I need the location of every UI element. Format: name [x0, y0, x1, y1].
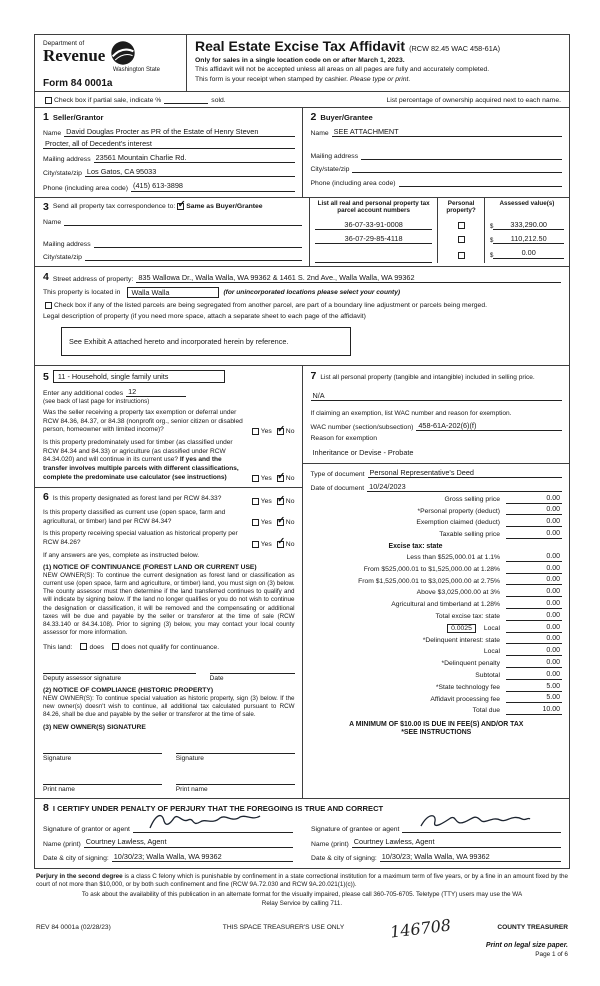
land-does-not-label: does not qualify for continuance.	[121, 643, 220, 651]
tax-label: From $1,525,000.01 to $3,025,000.00 at 2.75%	[358, 577, 500, 585]
timber-question-bold: If yes and the transfer involves multiple parcels with different classifications, complete the predominate use calculator (see instructions)	[43, 456, 239, 481]
parcel-personal-cell	[437, 216, 484, 230]
section-5-number: 5	[43, 371, 49, 384]
tax-label: Exemption claimed (deduct)	[416, 519, 500, 527]
current-use-no-checkbox[interactable]	[277, 514, 286, 526]
header-note-3-text: This form is your receipt when stamped by cashier.	[195, 75, 348, 83]
notice-compliance-title: (2) NOTICE OF COMPLIANCE (HISTORIC PROPERTY)	[43, 686, 214, 694]
parcel-personal-cell	[437, 230, 484, 244]
assessor-signature-cell	[43, 663, 196, 682]
county-treasurer-label: COUNTY TREASURER	[497, 923, 568, 931]
tax-row	[311, 694, 563, 703]
current-use-question: Is this property classified as current use (open space, farm and agricultural, or timber) land per RCW 84.34?	[43, 509, 226, 525]
historic-question: Is this property receiving special valuation as historical property per RCW 84.26?	[43, 530, 238, 547]
new-owner-signature-field-2[interactable]	[176, 743, 295, 754]
ownership-percentage-note: List percentage of ownership acquired next to each name.	[386, 97, 561, 104]
exemption-no-label: No	[285, 428, 295, 436]
personal-property-field[interactable]: N/A	[311, 391, 563, 401]
section-tax-computation	[303, 464, 570, 742]
buyer-phone-label: Phone (including area code)	[310, 179, 396, 187]
see-instructions-note: *SEE INSTRUCTIONS	[401, 729, 472, 737]
current-use-yes-label: Yes	[260, 519, 272, 527]
correspondence-intro: Send all property tax correspondence to:	[52, 203, 176, 211]
timber-yes-checkbox[interactable]	[252, 475, 259, 482]
assessor-signature-row	[43, 663, 295, 682]
see-back-note: (see back of last page for instructions)	[43, 398, 150, 406]
timber-yes-label: Yes	[260, 475, 272, 483]
seller-buyer-row	[35, 108, 569, 198]
new-owner-signature-field-1[interactable]	[43, 743, 162, 754]
excise-tier1-field[interactable]: 0.00	[506, 553, 562, 562]
grantor-print-name-label: Name (print)	[43, 840, 81, 848]
alternate-format-note: To ask about the availability of this publication in an alternate format for the visually impaired, please call 360-705-6705. Teletype (TTY) users may use the WA Relay Service by calling 711.	[81, 891, 523, 907]
seller-mailing-label: Mailing address	[43, 156, 91, 164]
historic-no-label: No	[285, 540, 295, 548]
new-owner-signature-row-1	[43, 743, 295, 762]
parcel-number-field-2[interactable]: 36-07-29-85-4118	[315, 234, 432, 244]
if-any-yes-note: If any answers are yes, complete as instructed below.	[43, 551, 200, 559]
total-excise-state-field[interactable]: 0.00	[506, 612, 562, 621]
section-use-code	[35, 366, 302, 488]
excise-tier4-field[interactable]: 0.00	[506, 588, 562, 597]
signature-label: Signature	[175, 755, 204, 763]
seller-name-field-line2[interactable]: Procter, all of Decedent's interest	[43, 139, 295, 149]
page-number: Page 1 of 6	[535, 950, 568, 958]
dor-seal-icon	[110, 40, 136, 66]
title-rcw-reference: (RCW 82.45 WAC 458-61A)	[409, 44, 501, 53]
assessed-value-field-3[interactable]: 0.00	[493, 248, 564, 258]
parcel-number-field-1[interactable]: 36-07-33-91-0008	[315, 220, 432, 230]
section-land-designation	[35, 488, 302, 798]
excise-tax-state-header: Excise tax: state	[388, 543, 443, 551]
tax-row	[311, 683, 563, 692]
header-note-3	[195, 75, 563, 85]
type-of-document-field[interactable]: Personal Representative's Deed	[368, 468, 562, 478]
legal-description-field[interactable]: See Exhibit A attached hereto and incorporated herein by reference.	[61, 327, 351, 356]
buyer-name-field[interactable]: SEE ATTACHMENT	[332, 127, 562, 137]
section-2-number: 2	[310, 111, 317, 123]
county-select[interactable]: Walla Walla	[127, 287, 219, 298]
assessor-date-cell	[210, 663, 295, 682]
grantor-signature-label: Signature of grantor or agent	[43, 826, 130, 834]
current-use-no-checkmark: ✓	[277, 514, 286, 526]
affidavit-processing-fee-field[interactable]: 5.00	[506, 694, 562, 703]
assessed-value-field-2[interactable]: 110,212.50	[493, 234, 564, 244]
minimum-due-note: A MINIMUM OF $10.00 IS DUE IN FEE(S) AND/OR TAX	[349, 721, 524, 729]
segregated-checkbox[interactable]	[45, 302, 52, 309]
grantee-date-city-label: Date & city of signing:	[311, 854, 377, 862]
taxable-selling-price-field[interactable]: 0.00	[506, 530, 562, 539]
timber-no-checkbox[interactable]	[277, 470, 286, 482]
buyer-mailing-label: Mailing address	[310, 152, 359, 160]
deputy-assessor-signature-field[interactable]	[43, 663, 196, 674]
local-rate-box[interactable]: 0.0025	[447, 624, 476, 633]
tax-row-local	[311, 624, 563, 633]
this-land-label: This land:	[43, 643, 73, 651]
tax-label: Affidavit processing fee	[430, 695, 500, 703]
partial-sale-row	[35, 92, 569, 108]
tax-row	[311, 612, 563, 621]
tax-label: From $525,000.01 to $1,525,000.00 at 1.28%	[363, 565, 500, 573]
grantor-print-name-field[interactable]: Courtney Lawless, Agent	[84, 837, 293, 847]
tax-row	[311, 659, 563, 668]
revenue-branding	[35, 35, 187, 91]
tax-label: Subtotal	[475, 672, 500, 680]
land-does-checkbox[interactable]	[80, 643, 87, 650]
historic-question-row	[43, 530, 295, 547]
current-use-yes-checkbox[interactable]	[252, 519, 259, 526]
tax-row	[311, 588, 563, 597]
tax-row	[311, 635, 563, 644]
additional-codes-label: Enter any additional codes	[43, 390, 124, 398]
currency-symbol: $	[489, 237, 494, 245]
header-note-3-italic: Please type or print.	[349, 75, 411, 83]
correspondence-city-label: City/state/zip	[43, 254, 82, 262]
section-correspondence	[35, 198, 309, 267]
personal-property-deduct-field[interactable]: 0.00	[506, 506, 562, 515]
seller-mailing-field[interactable]: 23561 Mountain Charlie Rd.	[94, 153, 295, 163]
parcel-personal-checkbox-2[interactable]	[458, 236, 465, 243]
currency-symbol: $	[489, 223, 494, 231]
seller-city-label: City/state/zip	[43, 170, 82, 178]
partial-sale-checkbox[interactable]	[45, 97, 52, 104]
correspondence-name-label: Name	[43, 219, 62, 227]
land-use-code-field[interactable]: 11 - Household, single family units	[53, 370, 225, 383]
section-8-number: 8	[43, 802, 49, 815]
tax-label: *State technology fee	[435, 683, 500, 691]
new-owner-print-name-row	[43, 774, 295, 793]
tax-row	[311, 565, 563, 574]
print-legal-size-note: Print on legal size paper.	[485, 941, 568, 949]
grantor-signature-field[interactable]	[133, 820, 293, 833]
grantee-signature-label: Signature of grantee or agent	[311, 826, 400, 834]
additional-codes-field[interactable]: 12	[126, 387, 186, 397]
correspondence-name-field[interactable]	[64, 217, 302, 227]
header-note-2: This affidavit will not be accepted unless all areas on all pages are fully and accurately completed.	[195, 66, 490, 74]
assessor-date-label: Date	[209, 674, 224, 682]
tax-label: Taxable selling price	[439, 531, 500, 539]
grantor-date-city-field[interactable]: 10/30/23; Walla Walla, WA 99362	[112, 852, 293, 862]
treasurer-row	[36, 915, 568, 942]
grantee-signature	[415, 810, 534, 834]
tax-label: Agricultural and timberland at 1.28%	[391, 601, 500, 609]
form-number: Form 84 0001a	[43, 78, 113, 89]
local-excise-field[interactable]: 0.00	[506, 624, 562, 633]
exemption-no-checkbox[interactable]	[277, 423, 286, 435]
right-column	[302, 366, 570, 798]
assessor-date-field[interactable]	[210, 663, 295, 674]
excise-tier2-field[interactable]: 0.00	[506, 565, 562, 574]
personal-property-intro-row	[311, 370, 563, 384]
subtotal-field[interactable]: 0.00	[506, 671, 562, 680]
section-buyer-grantee	[302, 108, 570, 197]
exemption-yes-checkbox[interactable]	[252, 428, 259, 435]
exemption-question: Was the seller receiving a property tax exemption or deferral under RCW 84.36, 84.37, or 84.38 (nonprofit org., senior citizen or disabled person, homeowner with limited income)?	[43, 409, 243, 434]
section-personal-property	[303, 366, 570, 464]
seller-city-field[interactable]: Los Gatos, CA 95033	[85, 167, 295, 177]
personal-property-intro	[311, 370, 563, 384]
segregated-label: Check box if any of the listed parcels are being segregated from another parcel, are part of a boundary line adjustment or parcels being merged.	[54, 302, 487, 310]
section-1-number: 1	[43, 111, 49, 123]
new-owner-signature-cell	[176, 743, 295, 762]
notice-continuance-title: (1) NOTICE OF CONTINUANCE (FOREST LAND OR CURRENT USE)	[43, 563, 257, 571]
wac-number-field[interactable]: 458-61A-202(6)(f)	[416, 421, 562, 431]
excise-tier3-field[interactable]: 0.00	[506, 576, 562, 585]
total-due-field[interactable]: 10.00	[506, 706, 562, 715]
located-in-label: This property is located in	[43, 289, 121, 297]
new-owner-print-name-field-2[interactable]	[176, 774, 295, 785]
certification-title: I CERTIFY UNDER PENALTY OF PERJURY THAT THE FOREGOING IS TRUE AND CORRECT	[52, 804, 384, 814]
parcel-row	[310, 244, 437, 262]
grantee-certification	[311, 816, 561, 861]
unincorporated-note: (for unincorporated locations please select your county)	[223, 289, 401, 297]
new-owner-print-cell	[176, 774, 295, 793]
grantee-signature-field[interactable]	[402, 820, 561, 833]
parcel-row	[310, 216, 437, 230]
grantor-certification	[43, 816, 293, 861]
seller-name-field[interactable]: David Douglas Procter as PR of the Estate of Henry Steven	[64, 127, 294, 137]
tax-label: Total due	[472, 707, 500, 715]
tax-label: Total excise tax: state	[435, 613, 500, 621]
partial-sale-sold-label: sold.	[211, 97, 226, 104]
parcel-row	[310, 230, 437, 244]
street-address-field[interactable]: 835 Wallowa Dr., Walla Walla, WA 99362 & 1461 S. 2nd Ave., Walla Walla, WA 99362	[136, 273, 561, 283]
buyer-city-label: City/state/zip	[310, 166, 350, 174]
tax-row	[311, 671, 563, 680]
grantee-print-name-label: Name (print)	[311, 840, 349, 848]
timber-question-text: Is this property predominately used for timber (as classified under RCW 84.34 and 84.33) or agriculture (as classified under RCW 84.34.020) and will continue in its current use?	[43, 439, 233, 464]
section-4-number: 4	[43, 271, 49, 284]
correspondence-city-field[interactable]	[85, 252, 302, 262]
current-use-no-label: No	[285, 519, 295, 527]
tax-row	[311, 530, 563, 539]
section-certification	[35, 799, 569, 867]
department-of-label: Department of	[43, 40, 85, 47]
forest-no-checkbox[interactable]	[277, 493, 286, 505]
parcel-header-numbers: List all real and personal property tax parcel account numbers	[317, 199, 430, 215]
buyer-mailing-field[interactable]	[361, 150, 562, 160]
form-84-0001a	[34, 34, 570, 869]
form-title-block	[187, 35, 569, 91]
parcel-personal-checkbox-1[interactable]	[458, 222, 465, 229]
timber-question-row	[43, 439, 295, 482]
tax-row	[311, 495, 563, 504]
state-technology-fee-field[interactable]: 5.00	[506, 683, 562, 692]
exemption-claim-note: If claiming an exemption, list WAC number and reason for exemption.	[310, 410, 512, 418]
tax-label: Gross selling price	[444, 495, 500, 503]
land-qualify-row	[43, 643, 295, 651]
tax-row	[311, 576, 563, 585]
exemption-claimed-field[interactable]: 0.00	[506, 518, 562, 527]
seller-name-label: Name	[43, 130, 62, 138]
historic-yes-label: Yes	[260, 540, 272, 548]
perjury-notice	[36, 873, 568, 890]
print-name-label: Print name	[175, 786, 208, 794]
forest-no-checkmark: ✓	[277, 493, 286, 505]
perjury-text: is a class C felony which is punishable by confinement in a state correctional institution for a maximum term of five years, or by a fine in an amount fixed by the court of not more than $10,000, or by both such confinement and fine (RCW 9A.72.030 and RCW 9A.20.021(1)(c)).	[36, 872, 568, 888]
land-does-not-checkbox[interactable]	[112, 643, 119, 650]
treasurer-space-label: THIS SPACE TREASURER'S USE ONLY	[222, 923, 345, 931]
page-title: Real Estate Excise Tax Affidavit	[195, 38, 406, 54]
legal-description-label: Legal description of property (if you need more space, attach a separate sheet to each page of the affidavit)	[43, 313, 366, 321]
parcel-number-field-3[interactable]	[315, 253, 432, 263]
tax-row	[311, 518, 563, 527]
partial-sale-label: Check box if partial sale, indicate %	[54, 97, 162, 104]
same-as-buyer-label: Same as Buyer/Grantee	[186, 203, 263, 211]
gross-selling-price-field[interactable]: 0.00	[506, 495, 562, 504]
washington-state-label: Washington State	[112, 67, 160, 73]
rev-form-code: REV 84 0001a (02/28/23)	[36, 923, 111, 931]
treasurer-stamp-number: 146708	[389, 915, 453, 942]
new-owners-signature-title: (3) NEW OWNER(S) SIGNATURE	[43, 724, 146, 732]
tax-row	[311, 506, 563, 515]
form-footer	[34, 869, 570, 958]
print-name-label: Print name	[43, 786, 75, 794]
new-owner-print-cell	[43, 774, 162, 793]
forest-question-row	[43, 491, 295, 505]
timber-no-label: No	[285, 475, 295, 483]
tax-row	[311, 600, 563, 609]
seller-phone-label: Phone (including area code)	[43, 184, 129, 192]
parcel-assessed-cell	[484, 244, 569, 262]
header-note-1: Only for sales in a single location code on or after March 1, 2023.	[195, 56, 405, 64]
perjury-bold: Perjury in the second degree	[36, 872, 123, 880]
exemption-question-row	[43, 409, 295, 435]
notice-compliance-body: NEW OWNER(S): To continue special valuation as historic property, sign (3) below. If the new owner(s) doesn't wish to continue, all additional tax calculated pursuant to RCW 84.26, shall be due and payable by the seller or transferor at the time of sale.	[43, 694, 295, 719]
delinquent-interest-local-field[interactable]: 0.00	[506, 647, 562, 656]
same-as-buyer-checkbox[interactable]	[177, 198, 186, 210]
personal-property-intro-text: List all personal property (tangible and intangible) included in selling price.	[320, 374, 535, 382]
parcel-assessed-cell	[484, 216, 569, 230]
parcel-header-personal: Personal property?	[437, 198, 484, 217]
parcel-table	[309, 198, 569, 267]
delinquent-interest-state-field[interactable]: 0.00	[506, 635, 562, 644]
tax-label: Local	[483, 624, 500, 632]
parcel-assessed-cell	[484, 230, 569, 244]
agricultural-timberland-field[interactable]: 0.00	[506, 600, 562, 609]
land-does-label: does	[89, 643, 105, 651]
section-1-title: Seller/Grantor	[52, 113, 104, 122]
exemption-no-checkmark: ✓	[277, 423, 286, 435]
grantor-date-city-label: Date & city of signing:	[43, 854, 109, 862]
buyer-city-field[interactable]	[352, 164, 562, 174]
parcel-personal-cell	[437, 244, 484, 262]
section-property	[35, 267, 569, 366]
tax-label: *Personal property (deduct)	[417, 507, 500, 515]
section-seller-grantor	[35, 108, 302, 197]
grantor-signature	[146, 810, 266, 834]
tax-label: *Delinquent penalty	[441, 660, 500, 668]
seller-phone-field[interactable]: (415) 613-3898	[131, 181, 294, 191]
tax-label: Above $3,025,000.00 at 3%	[416, 589, 500, 597]
same-as-buyer-checkmark: ✓	[177, 198, 186, 210]
type-of-document-label: Type of document	[310, 470, 365, 478]
forest-question	[43, 491, 246, 505]
section-7-number: 7	[310, 370, 317, 383]
forest-no-label: No	[285, 498, 295, 506]
revenue-wordmark: Revenue	[43, 46, 106, 65]
reason-exemption-field[interactable]: Inheritance or Devise - Probate	[312, 448, 414, 458]
tax-row	[311, 706, 563, 715]
historic-no-checkmark: ✓	[277, 536, 286, 548]
buyer-name-label: Name	[310, 130, 329, 138]
notice-continuance-body: NEW OWNER(S): To continue the current designation as forest land or classification as current use (open space, farm and agriculture, or timber) land, you must sign on (3) below. The county assessor must then determine if the land transferred continues to qualify and will indicate by signing below. If the land no longer qualifies or you do not wish to continue the designation or classification, it will be removed and the compensating or additional taxes will be due and payable by the seller or transferor at the time of sale (RCW 84.33.140 or 84.34.108). Prior to signing (3) below, you may contact your local county assessor for more information.	[43, 571, 295, 637]
delinquent-penalty-field[interactable]: 0.00	[506, 659, 562, 668]
historic-yes-checkbox[interactable]	[252, 541, 259, 548]
section-2-title: Buyer/Grantee	[320, 113, 373, 122]
partial-sale-percent-field[interactable]	[164, 96, 208, 104]
assessed-value-field-1[interactable]: 333,290.00	[493, 220, 564, 230]
new-owner-print-name-field-1[interactable]	[43, 774, 162, 785]
correspondence-parcels-row	[35, 198, 569, 268]
date-of-document-field[interactable]: 10/24/2023	[367, 482, 562, 492]
main-columns	[35, 366, 569, 799]
wac-number-label: WAC number (section/subsection)	[310, 424, 414, 432]
forest-question-text: Is this property designated as forest land per RCW 84.33?	[52, 495, 222, 503]
section-3-number: 3	[43, 200, 49, 213]
left-column	[35, 366, 302, 798]
correspondence-mailing-field[interactable]	[94, 238, 302, 248]
forest-yes-label: Yes	[260, 498, 272, 506]
section-6-number: 6	[43, 491, 49, 504]
timber-question	[43, 439, 246, 482]
tax-label: Less than $525,000.01 at 1.1%	[406, 554, 500, 562]
signature-label: Signature	[43, 755, 72, 763]
timber-no-checkmark: ✓	[277, 470, 286, 482]
tax-label: *Delinquent interest: state	[422, 636, 500, 644]
new-owner-signature-cell	[43, 743, 162, 762]
tax-row	[311, 647, 563, 656]
currency-symbol: $	[489, 251, 494, 259]
date-of-document-label: Date of document	[310, 484, 365, 492]
grantee-date-city-field[interactable]: 10/30/23; Walla Walla, WA 99362	[380, 852, 561, 862]
correspondence-mailing-label: Mailing address	[43, 240, 91, 248]
tax-row	[311, 553, 563, 562]
forest-yes-checkbox[interactable]	[252, 498, 259, 505]
form-header	[35, 35, 569, 92]
street-address-label: Street address of property:	[52, 276, 134, 284]
reason-exemption-label: Reason for exemption	[310, 435, 377, 443]
parcel-personal-checkbox-3[interactable]	[458, 252, 465, 259]
buyer-phone-field[interactable]	[399, 177, 562, 187]
tax-label: Local	[483, 648, 500, 656]
historic-no-checkbox[interactable]	[277, 536, 286, 548]
exemption-yes-label: Yes	[260, 428, 272, 436]
grantee-print-name-field[interactable]: Courtney Lawless, Agent	[352, 837, 561, 847]
current-use-question-row	[43, 509, 295, 526]
parcel-header-assessed: Assessed value(s)	[484, 198, 569, 217]
deputy-assessor-signature-label: Deputy assessor signature	[43, 674, 122, 682]
